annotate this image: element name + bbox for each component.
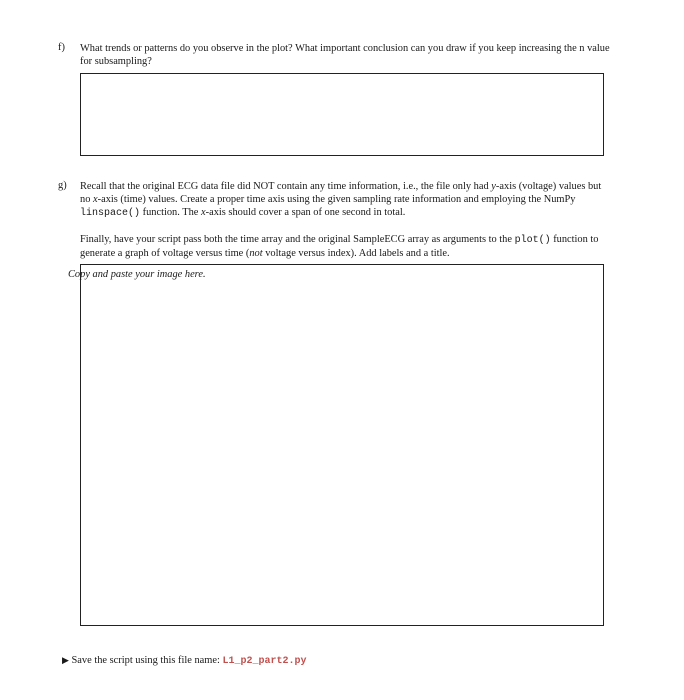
- image-paste-box[interactable]: [80, 264, 604, 626]
- answer-box-f[interactable]: [80, 73, 604, 156]
- question-g-paragraph-1: Recall that the original ECG data file did NOT contain any time information, i.e., the file only had y-axis (voltage) values but no x-axis (time) values. Create a proper time axis using the given sampling rate information and employing the NumPy linspace() function. The x-axis should cover a span of one second in total.: [80, 181, 602, 219]
- question-f-text: What trends or patterns do you observe in the plot? What important conclusion can you draw if you keep increasing the n value for subsampling?: [80, 43, 610, 67]
- save-instruction-text: Save the script using this file name:: [71, 655, 223, 666]
- question-f-label: f): [58, 42, 65, 53]
- save-instruction: [62, 655, 306, 667]
- script-filename: L1_p2_part2.py: [222, 656, 307, 667]
- question-g-paragraph-2: Finally, have your script pass both the time array and the original SampleECG array as arguments to the plot() function to generate a graph of voltage versus time (not voltage versus index). Add labels and a title.: [80, 234, 599, 259]
- arrow-right-icon: ▶: [62, 655, 69, 665]
- paste-instruction: Copy and paste your image here.: [68, 269, 206, 280]
- question-g-label: g): [58, 180, 67, 191]
